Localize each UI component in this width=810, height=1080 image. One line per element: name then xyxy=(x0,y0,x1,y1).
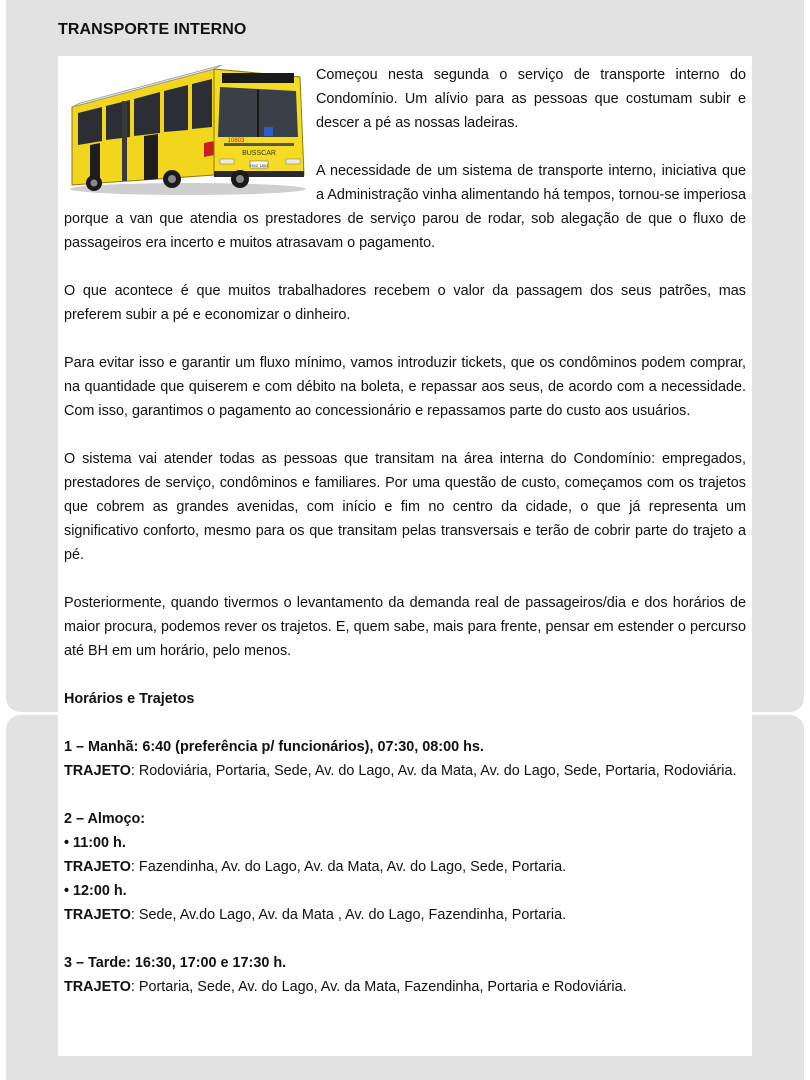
article-body xyxy=(58,56,752,1056)
afternoon-route xyxy=(64,975,746,999)
morning-heading: 1 – Manhã: 6:40 (preferência p/ funcionários), 07:30, 08:00 hs. xyxy=(64,739,484,755)
lunch-route-1 xyxy=(64,855,746,879)
article-paragraph: Posteriormente, quando tivermos o levantamento da demanda real de passageiros/dia e dos horários de maior procura, podemos rever os trajetos. E, quem sabe, mais para frente, pensar em estender o percurso até BH em um horário, pelo menos. xyxy=(64,595,746,659)
article-paragraph: O sistema vai atender todas as pessoas que transitam na área interna do Condomínio: empregados, prestadores de serviço, condôminos e familiares. Por uma questão de custo, começamos com os trajetos que cobrem as grandes avenidas, com início e fim no centro da cidade, o que já representa um significativo conforto, mesmo para os que transitam pelas transversais e terão de cobrir parte do trajeto a pé. xyxy=(64,451,746,563)
route-label: TRAJETO xyxy=(64,763,131,779)
lunch-time-1: • 11:00 h. xyxy=(64,835,126,851)
route-text: : Fazendinha, Av. do Lago, Av. da Mata, Av. do Lago, Sede, Portaria. xyxy=(130,859,567,875)
afternoon-heading: 3 – Tarde: 16:30, 17:00 e 17:30 h. xyxy=(64,955,287,971)
route-text: : Rodoviária, Portaria, Sede, Av. do Lago, Av. da Mata, Av. do Lago, Sede, Portaria, Rodoviária. xyxy=(130,763,737,779)
lunch-heading: 2 – Almoço: xyxy=(64,811,146,827)
bus-brand-text: BUSSCAR xyxy=(242,150,276,157)
route-text: : Sede, Av.do Lago, Av. da Mata , Av. do Lago, Fazendinha, Portaria. xyxy=(130,907,567,923)
morning-route xyxy=(64,759,746,783)
route-label: TRAJETO xyxy=(64,859,131,875)
lunch-time-2: • 12:00 h. xyxy=(64,883,127,899)
route-label: TRAJETO xyxy=(64,979,131,995)
article-title: TRANSPORTE INTERNO xyxy=(58,21,247,38)
schedule-heading: Horários e Trajetos xyxy=(64,691,195,707)
bus-image xyxy=(64,63,312,201)
lunch-route-2 xyxy=(64,903,746,927)
route-label: TRAJETO xyxy=(64,907,131,923)
bus-illustration-icon xyxy=(64,63,312,199)
bus-plate: HGZ 1803 xyxy=(249,163,269,168)
article-paragraph: Para evitar isso e garantir um fluxo mínimo, vamos introduzir tickets, que os condôminos podem comprar, na quantidade que quiserem e com débito na boleta, e repassar aos seus, de acordo com a necessidade. Com isso, garantimos o pagamento ao concessionário e repassamos parte do custo aos usuários. xyxy=(64,355,746,419)
bus-fleet-number: 10803 xyxy=(227,138,245,144)
article-paragraph: O que acontece é que muitos trabalhadores recebem o valor da passagem dos seus patrões, mas preferem subir a pé e economizar o dinheiro. xyxy=(64,283,746,323)
article-paragraph: Começou nesta segunda o serviço de transporte interno do Condomínio. Um alívio para as pessoas que costumam subir e descer a pé as nossas ladeiras. xyxy=(316,67,746,131)
article-paragraph: A necessidade de um sistema de transporte interno, iniciativa que a Administração vinha alimentando há tempos, tornou-se imperiosa porque a van que atendia os prestadores de serviço parou de rodar, sob alegação de que o fluxo de passageiros era incerto e muitos atrasavam o pagamento. xyxy=(64,163,746,251)
route-text: : Portaria, Sede, Av. do Lago, Av. da Mata, Fazendinha, Portaria e Rodoviária. xyxy=(130,979,627,995)
